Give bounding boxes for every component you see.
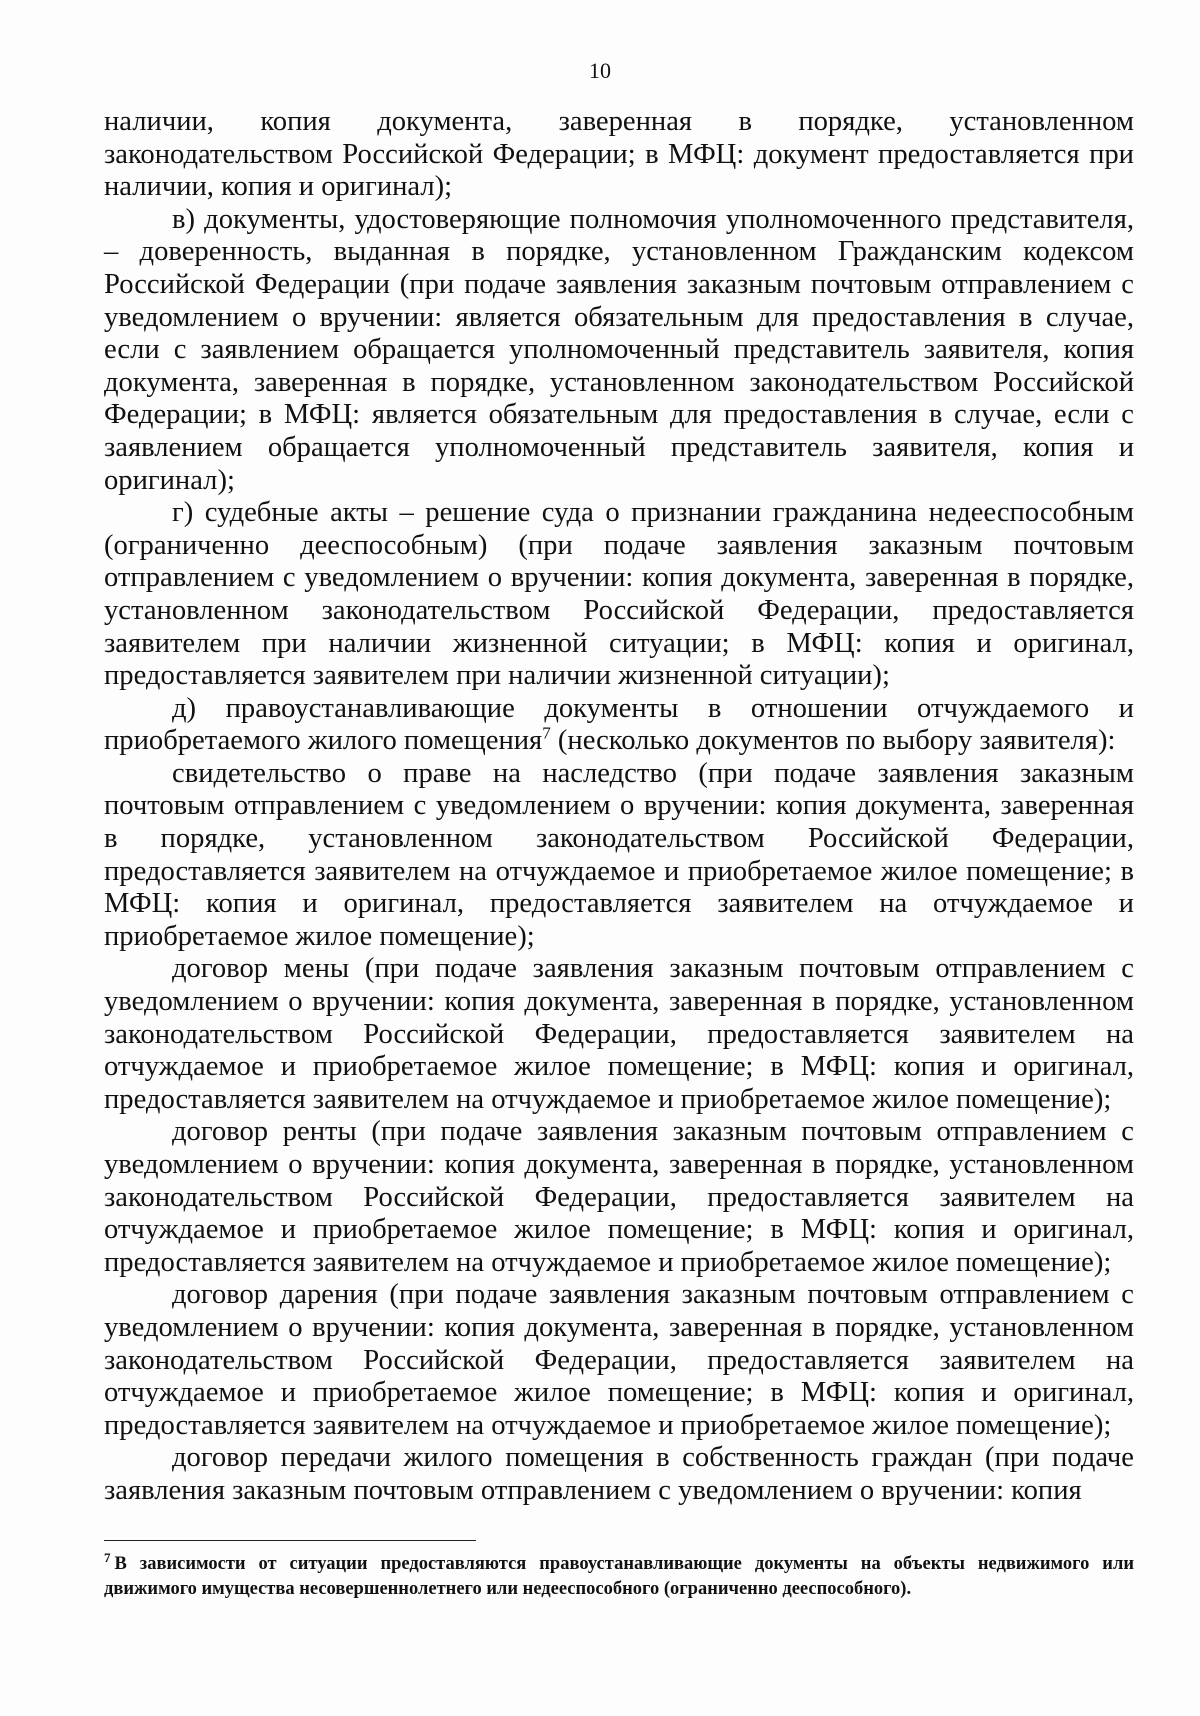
body-text <box>104 106 1134 1508</box>
footnote <box>104 1549 1134 1602</box>
page-number: 10 <box>589 58 611 83</box>
paragraph: договор дарения (при подаче заявления заказным почтовым отправлением с уведомлением о вручении: копия документа, заверенная в порядке, установленном законодательством Российской Федерации, предоставляется заявителем на отчуждаемое и приобретаемое жилое помещение; в МФЦ: копия и оригинал, предоставляется заявителем на отчуждаемое и приобретаемое жилое помещение); <box>104 1279 1134 1441</box>
paragraph: договор мены (при подаче заявления заказным почтовым отправлением с уведомлением о вручении: копия документа, заверенная в порядке, установленном законодательством Российской Федерации, предоставляется заявителем на отчуждаемое и приобретаемое жилое помещение; в МФЦ: копия и оригинал, предоставляется заявителем на отчуждаемое и приобретаемое жилое помещение); <box>104 953 1134 1115</box>
paragraph: свидетельство о праве на наследство (при подаче заявления заказным почтовым отправлением с уведомлением о вручении: копия документа, заверенная в порядке, установленном законодательством Российской Федерации, предоставляется заявителем на отчуждаемое и приобретаемое жилое помещение; в МФЦ: копия и оригинал, предоставляется заявителем на отчуждаемое и приобретаемое жилое помещение); <box>104 757 1134 952</box>
paragraph: наличии, копия документа, заверенная в порядке, установленном законодательством Российской Федерации; в МФЦ: документ предоставляется при наличии, копия и оригинал); <box>104 106 1134 203</box>
paragraph: договор ренты (при подаче заявления заказным почтовым отправлением с уведомлением о вручении: копия документа, заверенная в порядке, установленном законодательством Российской Федерации, предоставляется заявителем на отчуждаемое и приобретаемое жилое помещение; в МФЦ: копия и оригинал, предоставляется заявителем на отчуждаемое и приобретаемое жилое помещение); <box>104 1116 1134 1278</box>
paragraph: договор передачи жилого помещения в собственность граждан (при подаче заявления заказным почтовым отправлением с уведомлением о вручении: копия <box>104 1442 1134 1506</box>
footnote-divider <box>104 1540 476 1541</box>
paragraph: в) документы, удостоверяющие полномочия уполномоченного представителя, – доверенность, выданная в порядке, установленном Гражданским кодексом Российской Федерации (при подаче заявления заказным почтовым отправлением с уведомлением о вручении: является обязательным для предоставления в случае, если с заявлением обращается уполномоченный представитель заявителя, копия документа, заверенная в порядке, установленном законодательством Российской Федерации; в МФЦ: является обязательным для предоставления в случае, если с заявлением обращается уполномоченный представитель заявителя, копия и оригинал); <box>104 203 1134 496</box>
paragraph: д) правоустанавливающие документы в отношении отчуждаемого и приобретаемого жилого помещения$^7$ (несколько документов по выбору заявителя): <box>104 692 1134 757</box>
footnote-reference: 7 <box>542 723 551 743</box>
footnote-text: В зависимости от ситуации предоставляются правоустанавливающие документы на объекты недвижимого или движимого имущества несовершеннолетнего или недееспособного (ограниченно дееспособного). <box>104 1554 1134 1599</box>
footnote-mark: 7 <box>104 1549 111 1565</box>
paragraph: г) судебные акты – решение суда о признании гражданина недееспособным (ограниченно дееспособным) (при подаче заявления заказным почтовым отправлением с уведомлением о вручении: копия документа, заверенная в порядке, установленном законодательством Российской Федерации, предоставляется заявителем при наличии жизненной ситуации; в МФЦ: копия и оригинал, предоставляется заявителем при наличии жизненной ситуации); <box>104 497 1134 692</box>
